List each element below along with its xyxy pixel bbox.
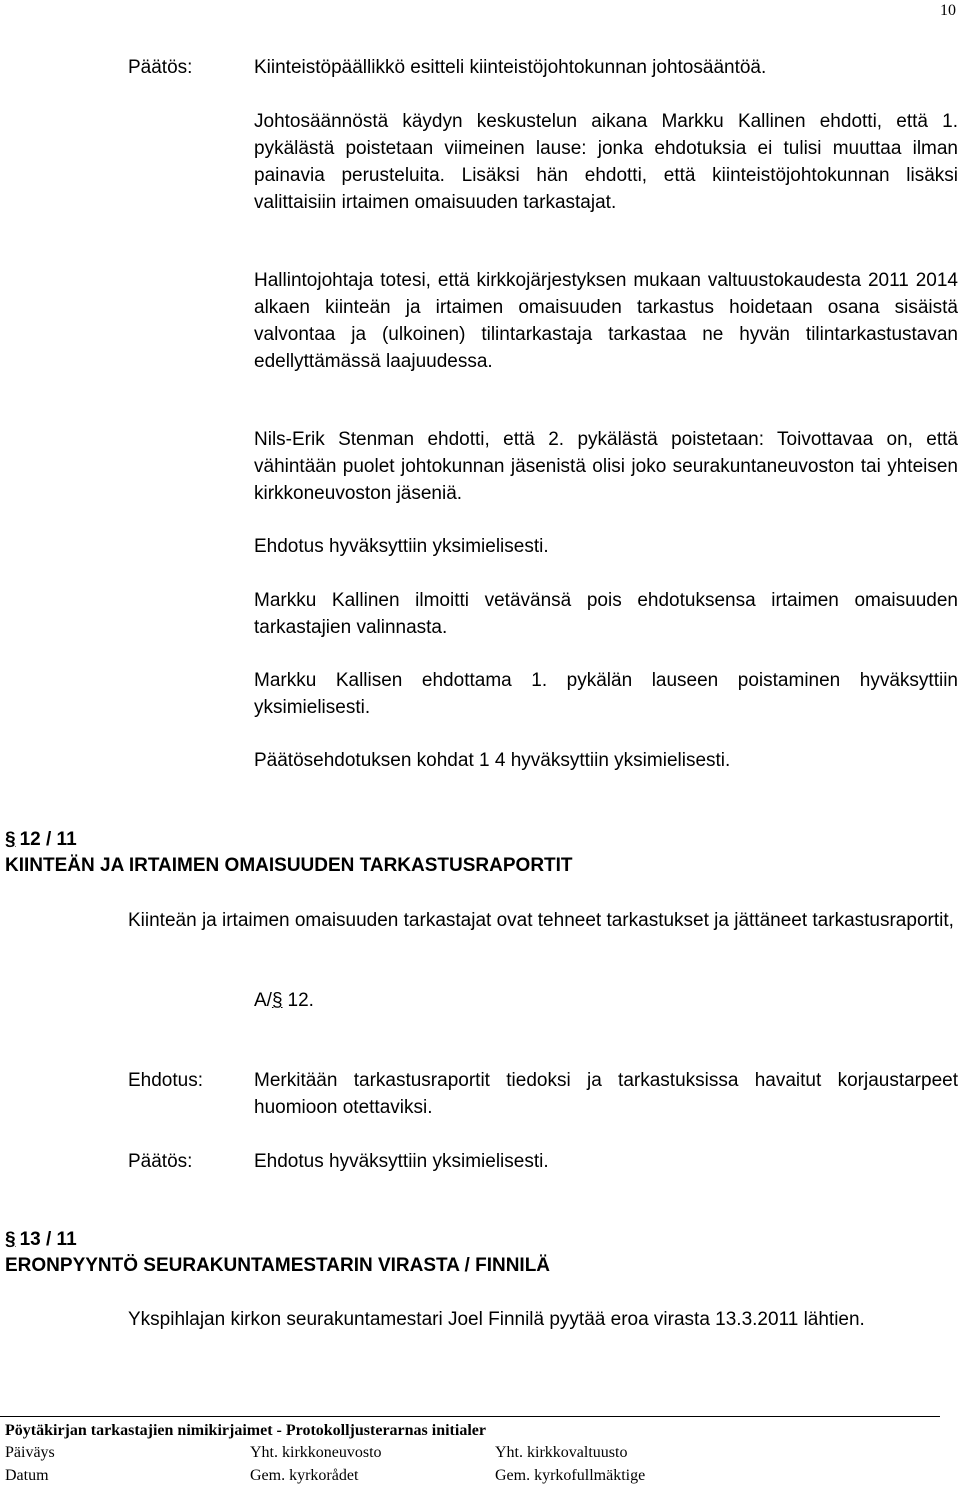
decision-paragraph-2: Johtosäännöstä käydyn keskustelun aikana Markku Kallinen ehdotti, että 1. pykälästä poistetaan viimeinen lause: jonka ehdotuksia ei tulisi muuttaa ilman painavia perusteluita. Lisäksi hän ehdotti, että kiinteistöjohtokunnan lisäksi valittaisiin irtaimen omaisuuden tarkastajat. <box>254 111 958 213</box>
section-13-intro: Ykspihlajan kirkon seurakuntamestari Joel Finnilä pyytää eroa virasta 13.3.2011 lähtien. <box>128 1309 865 1330</box>
page-number: 10 <box>940 2 956 19</box>
footer-assembly-sv: Gem. kyrkofullmäktige <box>495 1467 646 1484</box>
decision-paragraph-6: Markku Kallinen ilmoitti vetävänsä pois ehdotuksensa irtaimen omaisuuden tarkastajien valinnasta. <box>254 590 958 638</box>
footer-assembly-fi: Yht. kirkkovaltuusto <box>495 1444 628 1461</box>
attachment-mark: § <box>271 990 283 1011</box>
decision-paragraph-5: Ehdotus hyväksyttiin yksimielisesti. <box>254 536 549 557</box>
section-12-number <box>5 828 77 852</box>
footer-council-fi: Yht. kirkkoneuvosto <box>250 1444 382 1461</box>
footer-divider <box>0 1416 940 1417</box>
section-12-number-text: 12 / 11 <box>19 829 77 850</box>
footer-title: Pöytäkirjan tarkastajien nimikirjaimet - Protokolljusterarnas initialer <box>5 1422 486 1439</box>
decision-paragraph-7: Markku Kallisen ehdottama 1. pykälän lauseen poistaminen hyväksyttiin yksimielisesti. <box>254 670 958 718</box>
section-12-decision-text: Ehdotus hyväksyttiin yksimielisesti. <box>254 1151 549 1172</box>
section-12-title: KIINTEÄN JA IRTAIMEN OMAISUUDEN TARKASTUSRAPORTIT <box>5 855 573 876</box>
section-13-number <box>5 1228 77 1252</box>
proposal-text: Merkitään tarkastusraportit tiedoksi ja tarkastuksissa havaitut korjaustarpeet huomioon otettaviksi. <box>254 1070 958 1118</box>
decision-paragraph-3: Hallintojohtaja totesi, että kirkkojärjestyksen mukaan valtuustokaudesta 2011 2014 alkaen kiinteän ja irtaimen omaisuuden tarkastus hoidetaan osana sisäistä valvontaa ja (ulkoinen) tilintarkastaja tarkastaa ne hyvän tilintarkastustavan edellyttämässä laajuudessa. <box>254 270 958 372</box>
section-12-intro: Kiinteän ja irtaimen omaisuuden tarkastajat ovat tehneet tarkastukset ja jättäneet tarkastusraportit, <box>128 910 954 931</box>
footer-council-sv: Gem. kyrkorådet <box>250 1467 359 1484</box>
footer-date-sv: Datum <box>5 1467 49 1484</box>
section-12-decision-label: Päätös: <box>128 1151 193 1172</box>
section-13-number-text: 13 / 11 <box>19 1229 77 1250</box>
decision-paragraph-8: Päätösehdotuksen kohdat 1 4 hyväksyttiin yksimielisesti. <box>254 750 731 771</box>
attachment-prefix: A/ <box>254 990 272 1011</box>
section-mark: § <box>5 829 16 850</box>
section-12-attachment-ref <box>254 987 314 1014</box>
section-mark: § <box>5 1229 16 1250</box>
decision-label: Päätös: <box>128 57 193 78</box>
footer-date-fi: Päiväys <box>5 1444 55 1461</box>
decision-paragraph-4: Nils-Erik Stenman ehdotti, että 2. pykälästä poistetaan: Toivottavaa on, että vähintään puolet johtokunnan jäsenistä olisi joko seurakuntaneuvoston tai yhteisen kirkkoneuvoston jäseniä. <box>254 429 958 504</box>
attachment-number: 12. <box>287 990 314 1011</box>
section-13-title: ERONPYYNTÖ SEURAKUNTAMESTARIN VIRASTA / FINNILÄ <box>5 1255 551 1276</box>
proposal-label: Ehdotus: <box>128 1070 203 1091</box>
decision-paragraph-1: Kiinteistöpäällikkö esitteli kiinteistöjohtokunnan johtosääntöä. <box>254 57 767 78</box>
